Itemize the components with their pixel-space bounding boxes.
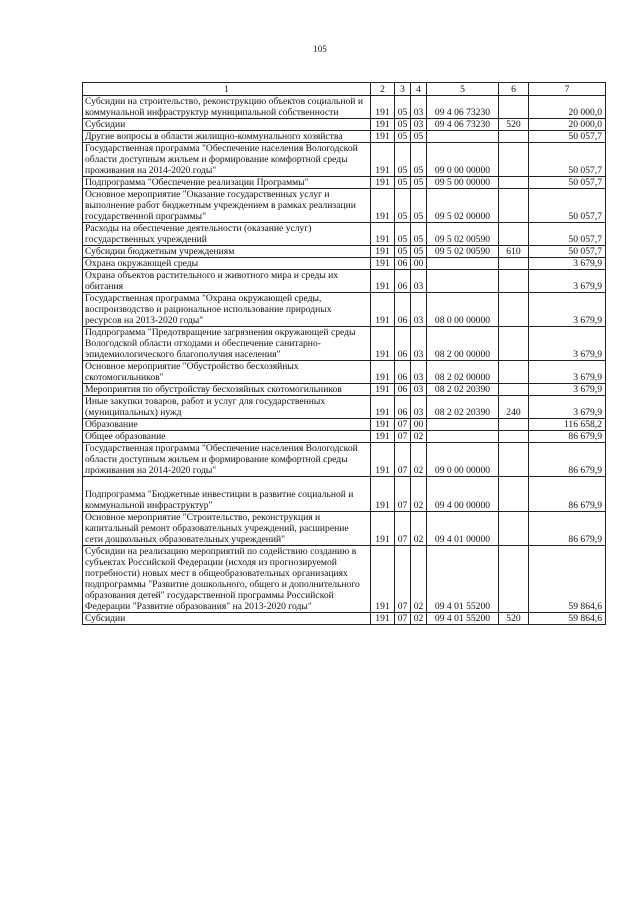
cell-c5: 09 5 02 00590 (427, 223, 499, 246)
cell-c3: 07 (395, 512, 411, 546)
cell-c2: 191 (371, 361, 395, 384)
cell-c5: 09 5 02 00000 (427, 189, 499, 223)
cell-c3: 07 (395, 613, 411, 625)
cell-c3: 07 (395, 477, 411, 512)
cell-c6: 520 (499, 119, 529, 131)
row-name: Субсидии на реализацию мероприятий по содействию созданию в субъектах Российской Федерации (исходя из прогнозируемой потребности) новых мест в общеобразовательных организациях подпрограммы "Развитие дошкольного, общего и дополнительного образования детей" государственной программы Российской Федерации "Развитие образования" на 2013-2020 годы" (83, 546, 371, 613)
cell-c4: 03 (411, 361, 427, 384)
cell-c6 (499, 512, 529, 546)
cell-c6: 610 (499, 246, 529, 258)
table-row (83, 477, 606, 512)
cell-c2: 191 (371, 293, 395, 327)
cell-c2: 191 (371, 477, 395, 512)
row-name: Субсидии (83, 613, 371, 625)
cell-c5 (427, 270, 499, 293)
cell-c2: 191 (371, 270, 395, 293)
cell-c5 (427, 431, 499, 443)
cell-c7: 50 057,7 (529, 189, 606, 223)
row-name: Другие вопросы в области жилищно-коммунального хозяйства (83, 131, 371, 143)
cell-c4: 03 (411, 119, 427, 131)
cell-c7: 20 000,0 (529, 119, 606, 131)
cell-c2: 191 (371, 258, 395, 270)
table-row (83, 189, 606, 223)
cell-c6 (499, 327, 529, 361)
cell-c5: 09 5 00 00000 (427, 177, 499, 189)
row-name: Подпрограмма "Обеспечение реализации Программы" (83, 177, 371, 189)
cell-c6 (499, 131, 529, 143)
row-name: Мероприятия по обустройству бесхозяйных скотомогильников (83, 384, 371, 396)
table-row (83, 223, 606, 246)
cell-c7: 3 679,9 (529, 258, 606, 270)
cell-c2: 191 (371, 177, 395, 189)
column-header: 4 (411, 83, 427, 96)
cell-c2: 191 (371, 419, 395, 431)
table-row (83, 396, 606, 419)
row-name: Охрана окружающей среды (83, 258, 371, 270)
cell-c4: 02 (411, 613, 427, 625)
row-name: Основное мероприятие "Строительство, реконструкция и капитальный ремонт образовательных учреждений, расширение сети дошкольных образовательных учреждений" (83, 512, 371, 546)
cell-c7: 59 864,6 (529, 613, 606, 625)
cell-c7: 3 679,9 (529, 293, 606, 327)
cell-c5: 08 2 02 00000 (427, 361, 499, 384)
cell-c6 (499, 258, 529, 270)
cell-c4: 05 (411, 246, 427, 258)
column-header: 3 (395, 83, 411, 96)
cell-c5: 09 4 06 73230 (427, 96, 499, 119)
cell-c7: 3 679,9 (529, 396, 606, 419)
table-header-row (83, 83, 606, 96)
cell-c6 (499, 143, 529, 177)
cell-c4: 03 (411, 327, 427, 361)
cell-c4: 00 (411, 419, 427, 431)
row-name: Государственная программа "Обеспечение населения Вологодской области доступным жильем и формирование комфортной среды проживания на 2014-2020 годы" (83, 443, 371, 477)
cell-c4: 02 (411, 512, 427, 546)
cell-c3: 05 (395, 177, 411, 189)
cell-c3: 05 (395, 119, 411, 131)
cell-c2: 191 (371, 143, 395, 177)
row-name: Образование (83, 419, 371, 431)
row-name: Основное мероприятие "Оказание государственных услуг и выполнение работ бюджетным учреждением в рамках реализации государственной программы" (83, 189, 371, 223)
cell-c5: 09 5 02 00590 (427, 246, 499, 258)
cell-c2: 191 (371, 131, 395, 143)
cell-c4: 03 (411, 270, 427, 293)
cell-c4: 05 (411, 223, 427, 246)
cell-c2: 191 (371, 327, 395, 361)
cell-c3: 05 (395, 131, 411, 143)
row-name: Подпрограмма "Бюджетные инвестиции в развитие социальной и коммунальной инфраструктур" (83, 477, 371, 512)
cell-c6 (499, 177, 529, 189)
cell-c7: 3 679,9 (529, 270, 606, 293)
cell-c6 (499, 384, 529, 396)
cell-c7: 86 679,9 (529, 512, 606, 546)
cell-c2: 191 (371, 546, 395, 613)
cell-c5: 08 2 00 00000 (427, 327, 499, 361)
cell-c2: 191 (371, 396, 395, 419)
cell-c7: 86 679,9 (529, 431, 606, 443)
table-row (83, 443, 606, 477)
table-row (83, 258, 606, 270)
cell-c4: 05 (411, 177, 427, 189)
column-header: 5 (427, 83, 499, 96)
cell-c4: 03 (411, 396, 427, 419)
table-row (83, 613, 606, 625)
cell-c2: 191 (371, 96, 395, 119)
cell-c5: 09 4 01 00000 (427, 512, 499, 546)
cell-c5 (427, 131, 499, 143)
table-row (83, 361, 606, 384)
row-name: Иные закупки товаров, работ и услуг для государственных (муниципальных) нужд (83, 396, 371, 419)
page-number: 105 (313, 44, 327, 54)
cell-c7: 3 679,9 (529, 384, 606, 396)
cell-c6 (499, 443, 529, 477)
cell-c4: 02 (411, 443, 427, 477)
cell-c4: 03 (411, 384, 427, 396)
cell-c3: 07 (395, 546, 411, 613)
cell-c5: 08 2 02 20390 (427, 396, 499, 419)
cell-c6 (499, 293, 529, 327)
row-name: Основное мероприятие "Обустройство бесхозяйных скотомогильников" (83, 361, 371, 384)
cell-c3: 05 (395, 96, 411, 119)
cell-c6 (499, 546, 529, 613)
cell-c2: 191 (371, 384, 395, 396)
cell-c3: 07 (395, 419, 411, 431)
cell-c7: 3 679,9 (529, 361, 606, 384)
cell-c3: 05 (395, 143, 411, 177)
cell-c3: 06 (395, 258, 411, 270)
cell-c5 (427, 258, 499, 270)
cell-c6 (499, 270, 529, 293)
cell-c4: 05 (411, 189, 427, 223)
cell-c5: 09 0 00 00000 (427, 143, 499, 177)
row-name: Охрана объектов растительного и животного мира и среды их обитания (83, 270, 371, 293)
table-row (83, 431, 606, 443)
cell-c4: 00 (411, 258, 427, 270)
row-name: Государственная программа "Обеспечение населения Вологодской области доступным жильем и формирование комфортной среды проживания на 2014-2020 годы" (83, 143, 371, 177)
cell-c7: 116 658,2 (529, 419, 606, 431)
cell-c3: 06 (395, 384, 411, 396)
cell-c3: 05 (395, 189, 411, 223)
cell-c2: 191 (371, 189, 395, 223)
cell-c7: 50 057,7 (529, 131, 606, 143)
cell-c6: 240 (499, 396, 529, 419)
cell-c5: 08 0 00 00000 (427, 293, 499, 327)
cell-c6 (499, 419, 529, 431)
cell-c5: 08 2 02 20390 (427, 384, 499, 396)
cell-c4: 02 (411, 431, 427, 443)
cell-c3: 06 (395, 327, 411, 361)
table-row (83, 131, 606, 143)
column-header: 6 (499, 83, 529, 96)
row-name: Расходы на обеспечение деятельности (оказание услуг) государственных учреждений (83, 223, 371, 246)
cell-c3: 05 (395, 223, 411, 246)
table-row (83, 419, 606, 431)
column-header: 2 (371, 83, 395, 96)
cell-c3: 06 (395, 293, 411, 327)
cell-c2: 191 (371, 246, 395, 258)
row-name: Государственная программа "Охрана окружающей среды, воспроизводство и рациональное использование природных ресурсов на 2013-2020 годы" (83, 293, 371, 327)
table-row (83, 327, 606, 361)
table-row (83, 143, 606, 177)
cell-c5: 09 4 00 00000 (427, 477, 499, 512)
cell-c7: 50 057,7 (529, 177, 606, 189)
cell-c3: 06 (395, 361, 411, 384)
table-row (83, 119, 606, 131)
column-header: 1 (83, 83, 371, 96)
cell-c7: 20 000,0 (529, 96, 606, 119)
row-name: Субсидии на строительство, реконструкцию объектов социальной и коммунальной инфраструктур муниципальной собственности (83, 96, 371, 119)
cell-c7: 50 057,7 (529, 143, 606, 177)
cell-c2: 191 (371, 223, 395, 246)
cell-c6 (499, 361, 529, 384)
budget-table (82, 82, 606, 625)
cell-c6 (499, 477, 529, 512)
cell-c2: 191 (371, 431, 395, 443)
table-row (83, 96, 606, 119)
cell-c6 (499, 431, 529, 443)
cell-c2: 191 (371, 613, 395, 625)
cell-c7: 86 679,9 (529, 477, 606, 512)
row-name: Подпрограмма "Предотвращение загрязнения окружающей среды Вологодской области отходами и обеспечение санитарно-эпидемиологического благополучия населения" (83, 327, 371, 361)
cell-c5: 09 4 01 55200 (427, 613, 499, 625)
table-row (83, 384, 606, 396)
column-header: 7 (529, 83, 606, 96)
cell-c4: 02 (411, 477, 427, 512)
cell-c3: 07 (395, 443, 411, 477)
table-row (83, 246, 606, 258)
cell-c3: 07 (395, 431, 411, 443)
cell-c3: 06 (395, 270, 411, 293)
cell-c7: 59 864,6 (529, 546, 606, 613)
cell-c4: 05 (411, 143, 427, 177)
cell-c4: 03 (411, 96, 427, 119)
row-name: Субсидии бюджетным учреждениям (83, 246, 371, 258)
cell-c2: 191 (371, 119, 395, 131)
cell-c7: 86 679,9 (529, 443, 606, 477)
cell-c3: 06 (395, 396, 411, 419)
cell-c7: 3 679,9 (529, 327, 606, 361)
cell-c6: 520 (499, 613, 529, 625)
row-name: Субсидии (83, 119, 371, 131)
cell-c7: 50 057,7 (529, 246, 606, 258)
table-row (83, 293, 606, 327)
cell-c5: 09 0 00 00000 (427, 443, 499, 477)
cell-c3: 05 (395, 246, 411, 258)
cell-c4: 02 (411, 546, 427, 613)
cell-c5 (427, 419, 499, 431)
cell-c6 (499, 223, 529, 246)
table-row (83, 512, 606, 546)
cell-c2: 191 (371, 512, 395, 546)
cell-c5: 09 4 01 55200 (427, 546, 499, 613)
cell-c6 (499, 96, 529, 119)
cell-c5: 09 4 06 73230 (427, 119, 499, 131)
table-row (83, 177, 606, 189)
cell-c6 (499, 189, 529, 223)
cell-c7: 50 057,7 (529, 223, 606, 246)
cell-c4: 05 (411, 131, 427, 143)
row-name: Общее образование (83, 431, 371, 443)
table-row (83, 546, 606, 613)
cell-c4: 03 (411, 293, 427, 327)
cell-c2: 191 (371, 443, 395, 477)
table-row (83, 270, 606, 293)
